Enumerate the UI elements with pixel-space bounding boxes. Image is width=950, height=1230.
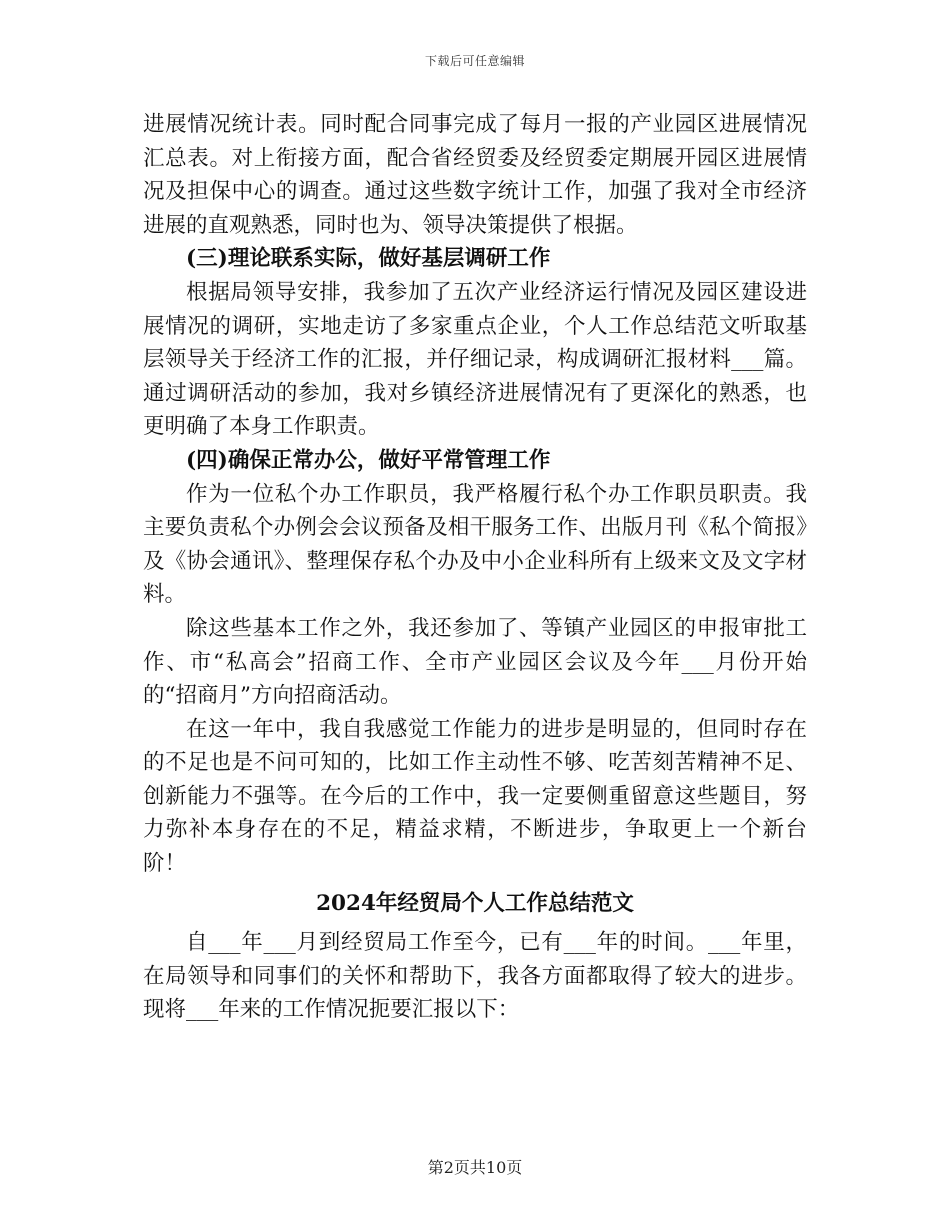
section-heading: (三)理论联系实际，做好基层调研工作 [186, 246, 551, 272]
paragraph: 根据局领导安排，我参加了五次产业经济运行情况及园区建设进展情况的调研，实地走访了多家重点企业，个人工作总结范文听取基层领导关于经济工作的汇报，并仔细记录，构成调研汇报材料___篇。通过调研活动的参加，我对乡镇经济进展情况有了更深化的熟悉，也更明确了本身工作职责。 [143, 279, 807, 440]
paragraph: 自___年___月到经贸局工作至今，已有___年的时间。___年里，在局领导和同事们的关怀和帮助下，我各方面都取得了较大的进步。现将___年来的工作情况扼要汇报以下： [143, 930, 807, 1023]
page-footer: 第2页共10页 [427, 1158, 523, 1177]
paragraph: 在这一年中，我自我感觉工作能力的进步是明显的，但同时存在的不足也是不问可知的，比如工作主动性不够、吃苦刻苦精神不足、创新能力不强等。在今后的工作中，我一定要侧重留意这些题目，努力弥补本身存在的不足，精益求精，不断进步，争取更上一个新台阶！ [143, 716, 807, 877]
paragraph: 作为一位私个办工作职员，我严格履行私个办工作职员职责。我主要负责私个办例会会议预备及相干服务工作、出版月刊《私个简报》及《协会通讯》、整理保存私个办及中小企业科所有上级来文及文字材料。 [143, 481, 807, 608]
document-title: 2024年经贸局个人工作总结范文 [316, 890, 634, 916]
paragraph: 除这些基本工作之外，我还参加了、等镇产业园区的申报审批工作、市“私高会”招商工作、全市产业园区会议及今年___月份开始的“招商月”方向招商活动。 [143, 615, 807, 709]
page-header: 下载后可任意编辑 [424, 54, 525, 68]
paragraph: 进展情况统计表。同时配合同事完成了每月一报的产业园区进展情况汇总表。对上衔接方面，配合省经贸委及经贸委定期展开园区进展情况及担保中心的调查。通过这些数字统计工作，加强了我对全市经济进展的直观熟悉，同时也为、领导决策提供了根据。 [143, 112, 807, 238]
document-body [143, 108, 807, 1027]
section-heading: (四)确保正常办公，做好平常管理工作 [186, 447, 551, 473]
